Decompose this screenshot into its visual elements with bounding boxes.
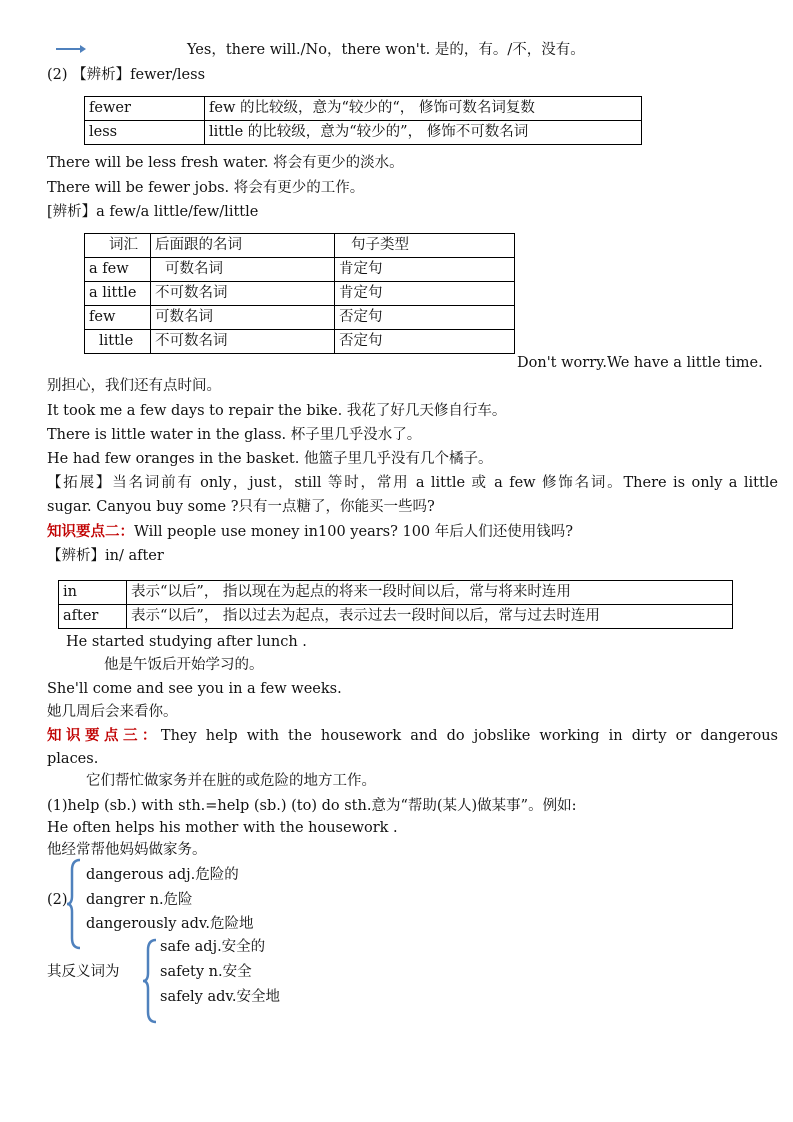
help-rule: (1)help (sb.) with sth.=help (sb.) (to) do sth.意为“帮助(某人)做某事”。例如: — [47, 798, 577, 814]
fewer-less-table — [84, 96, 642, 145]
noun-cell: 不可数名词 — [151, 330, 335, 354]
afew-heading: [辨析】a few/a little/few/little — [47, 204, 259, 220]
header-cell: 句子类型 — [335, 234, 515, 258]
word-item: dangrer n.危险 — [86, 892, 193, 908]
word-cell: fewer — [85, 97, 205, 121]
word-item: dangerous adj.危险的 — [86, 867, 239, 883]
example-line: He had few oranges in the basket. 他篮子里几乎没有几个橘子。 — [47, 451, 493, 467]
header-cell: 后面跟的名词 — [151, 234, 335, 258]
afew-table — [84, 233, 515, 354]
desc-cell: little 的比较级，意为“较少的”， 修饰不可数名词 — [205, 121, 642, 145]
example-line: She'll come and see you in a few weeks. — [47, 681, 342, 697]
point3-translation: 它们帮忙做家务并在脏的或危险的地方工作。 — [86, 773, 376, 789]
sentence-type-cell: 肯定句 — [335, 282, 515, 306]
point3-line — [47, 726, 778, 746]
noun-cell: 可数名词 — [151, 258, 335, 282]
word-cell: little — [85, 330, 151, 354]
example-line: Don't worry.We have a little time. — [517, 355, 763, 371]
left-brace-icon — [66, 858, 82, 950]
table-row — [59, 605, 733, 629]
desc-cell: 表示“以后”， 指以过去为起点，表示过去一段时间以后，常与过去时连用 — [127, 605, 733, 629]
point2-line — [47, 522, 573, 542]
table-row — [85, 330, 515, 354]
point3-line-cont: places. — [47, 751, 99, 767]
table-row — [85, 282, 515, 306]
example-line: There will be fewer jobs. 将会有更少的工作。 — [47, 180, 365, 196]
help-example: He often helps his mother with the housework . — [47, 820, 398, 836]
word-item: safe adj.安全的 — [160, 939, 266, 955]
word-cell: after — [59, 605, 127, 629]
table-header-row — [85, 234, 515, 258]
antonym-label: 其反义词为 — [47, 964, 120, 980]
word-cell: a few — [85, 258, 151, 282]
word-cell: less — [85, 121, 205, 145]
word-cell: few — [85, 306, 151, 330]
extension-line: 【拓展】当名词前有 only，just，still 等时，常用 a little 或 a few 修饰名词。There is only a little — [47, 475, 778, 491]
sentence-type-cell: 否定句 — [335, 330, 515, 354]
desc-cell: few 的比较级，意为“较少的“， 修饰可数名词复数 — [205, 97, 642, 121]
noun-cell: 可数名词 — [151, 306, 335, 330]
table-row — [59, 581, 733, 605]
point2-text: Will people use money in100 years? 100 年后人们还使用钱吗? — [134, 524, 574, 540]
example-line: 她几周后会来看你。 — [47, 704, 178, 720]
table-row — [85, 306, 515, 330]
sentence-type-cell: 否定句 — [335, 306, 515, 330]
example-line: There is little water in the glass. 杯子里几乎没水了。 — [47, 427, 422, 443]
desc-cell: 表示“以后”， 指以现在为起点的将来一段时间以后，常与将来时连用 — [127, 581, 733, 605]
word-item: dangerously adv.危险地 — [86, 916, 254, 932]
example-line: He started studying after lunch . — [66, 634, 307, 650]
point3-text: They help with the housework and do jobslike working in dirty or dangerous — [160, 728, 778, 744]
extension-line: sugar. Canyou buy some ?只有一点糖了，你能买一些吗? — [47, 499, 435, 515]
answer-line: Yes，there will./No，there won't. 是的，有。/不，没有。 — [187, 42, 585, 58]
header-cell: 词汇 — [85, 234, 151, 258]
danger-number: (2) — [47, 892, 68, 908]
fewer-less-heading: (2) 【辨析】fewer/less — [47, 67, 206, 83]
example-line: There will be less fresh water. 将会有更少的淡水。 — [47, 155, 404, 171]
in-after-table — [58, 580, 733, 629]
word-cell: in — [59, 581, 127, 605]
left-brace-icon — [142, 938, 158, 1024]
example-line: 他是午饭后开始学习的。 — [104, 657, 264, 673]
point2-label: 知识要点二： — [47, 523, 134, 540]
in-after-heading: 【辨析】in/ after — [47, 548, 164, 564]
word-item: safely adv.安全地 — [160, 989, 280, 1005]
word-item: safety n.安全 — [160, 964, 252, 980]
example-line: 别担心，我们还有点时间。 — [47, 378, 221, 394]
table-row — [85, 258, 515, 282]
table-row — [85, 121, 642, 145]
sentence-type-cell: 肯定句 — [335, 258, 515, 282]
help-translation: 他经常帮他妈妈做家务。 — [47, 842, 207, 858]
word-cell: a little — [85, 282, 151, 306]
example-line: It took me a few days to repair the bike. 我花了好几天修自行车。 — [47, 403, 507, 419]
point3-label: 知识要点三： — [47, 727, 161, 744]
arrow-icon — [56, 44, 86, 54]
table-row — [85, 97, 642, 121]
noun-cell: 不可数名词 — [151, 282, 335, 306]
